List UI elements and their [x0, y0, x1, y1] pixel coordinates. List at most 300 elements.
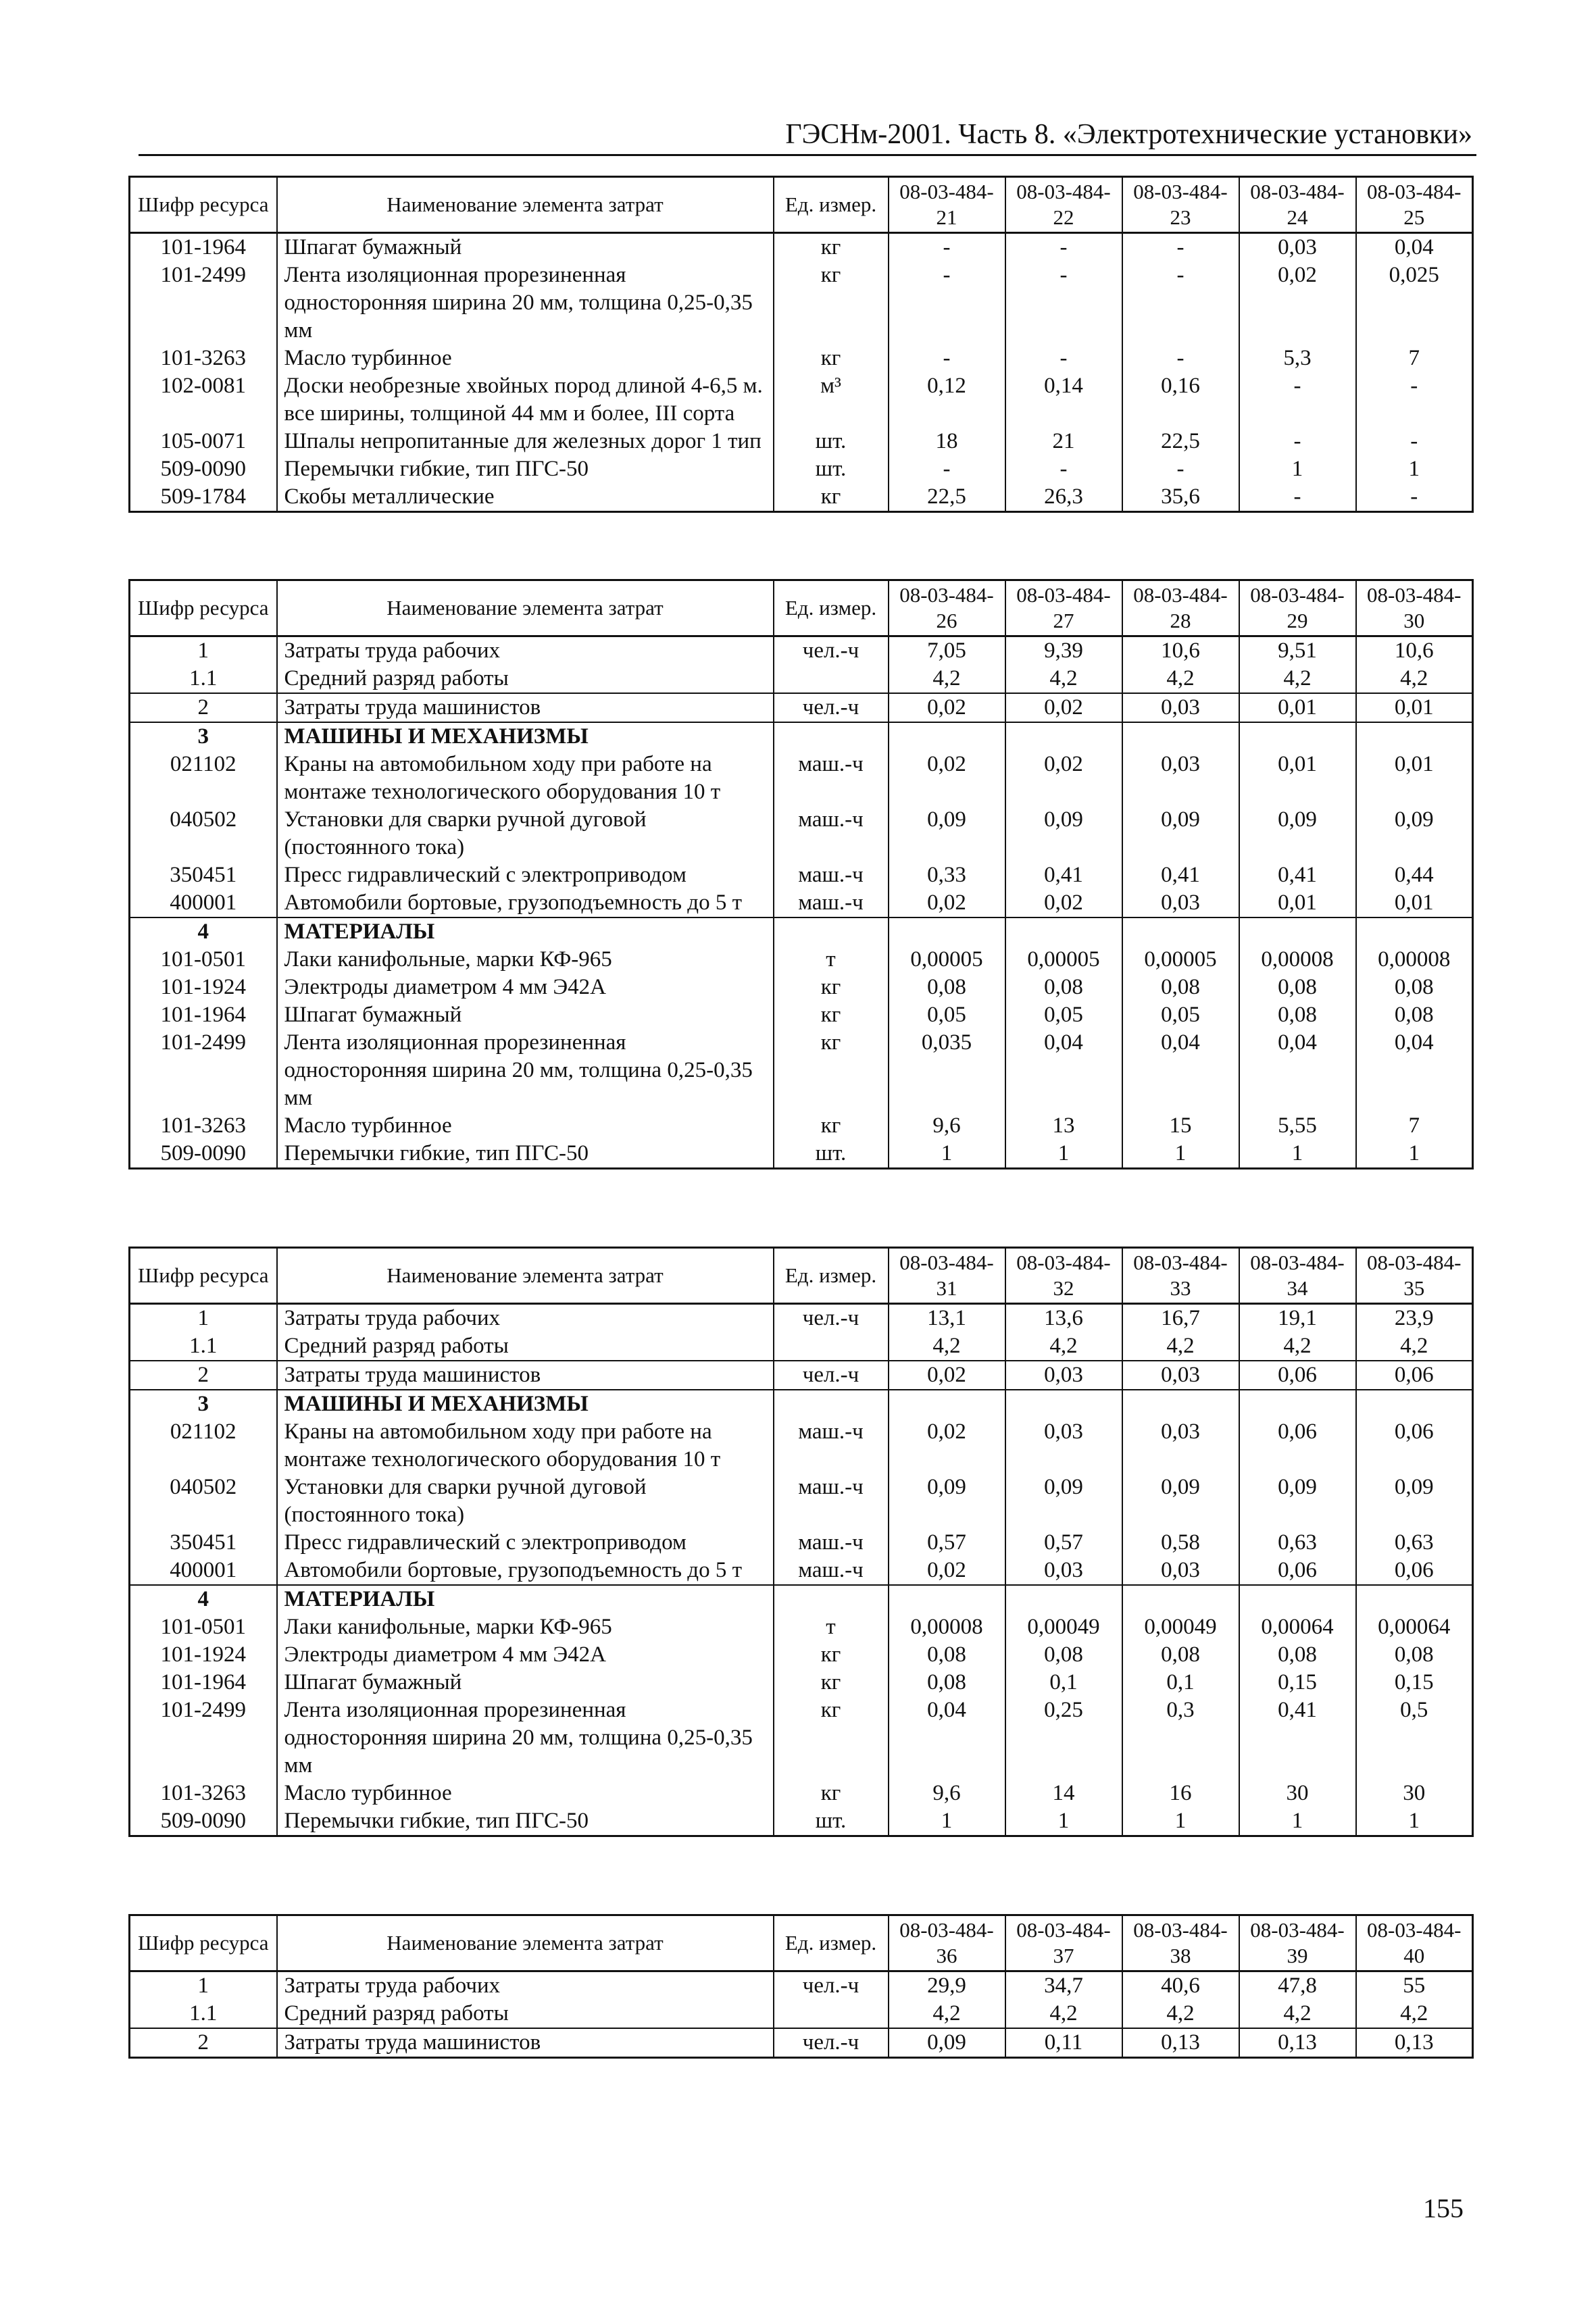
norm-value: 0,01 [1239, 889, 1356, 917]
norm-value [1356, 1390, 1473, 1418]
col-header-norm-code: 08-03-484-24 [1239, 177, 1356, 233]
resource-name: Перемычки гибкие, тип ПГС-50 [277, 1807, 774, 1836]
norm-value: 15 [1122, 1112, 1239, 1140]
norm-value: 10,6 [1122, 636, 1239, 665]
resource-code: 1.1 [130, 1332, 277, 1361]
resource-unit: чел.-ч [774, 693, 889, 722]
norm-value: 0,1 [1122, 1669, 1239, 1696]
table-row [130, 665, 1473, 693]
norm-value: 0,00049 [1005, 1613, 1122, 1641]
norm-value: 13 [1005, 1112, 1122, 1140]
norm-value: 9,6 [889, 1112, 1005, 1140]
norm-value: 0,03 [1122, 693, 1239, 722]
col-header-norm-code: 08-03-484-33 [1122, 1248, 1239, 1304]
norm-value: 0,08 [1394, 975, 1434, 999]
resource-name: Перемычки гибкие, тип ПГС-50 [277, 1140, 774, 1169]
resource-unit: чел.-ч [774, 1304, 889, 1333]
resource-code: 350451 [130, 861, 277, 889]
resource-unit: чел.-ч [774, 1361, 889, 1390]
norm-value: 22,5 [1122, 428, 1239, 455]
norm-value [889, 917, 1005, 946]
norm-value [1122, 1585, 1239, 1613]
resource-code: 101-2499 [130, 1029, 277, 1112]
resource-code: 509-1784 [130, 483, 277, 512]
table-row [130, 1140, 1473, 1169]
col-header-code: Шифр ресурса [130, 177, 277, 233]
norm-value: 4,2 [1400, 2001, 1428, 2026]
resource-name: Средний разряд работы [277, 2000, 774, 2028]
norm-value: 1 [1408, 1809, 1420, 1833]
table-row [130, 1112, 1473, 1140]
table-row [130, 636, 1473, 665]
norm-value: 0,12 [889, 372, 1005, 428]
norm-value: 0,09 [889, 2028, 1005, 2058]
norm-value [1005, 1390, 1122, 1418]
col-header-norm-code: 08-03-484-37 [1005, 1915, 1122, 1971]
col-header-name: Наименование элемента затрат [277, 580, 774, 636]
norm-value: 0,13 [1356, 2028, 1473, 2058]
resource-unit [774, 2000, 889, 2028]
norm-value: 4,2 [1400, 666, 1428, 690]
norm-value: - [889, 455, 1005, 483]
norm-value: 0,44 [1394, 863, 1434, 887]
norm-value: 0,08 [1122, 1641, 1239, 1669]
norm-value [1239, 1390, 1356, 1418]
resource-code: 040502 [130, 806, 277, 861]
col-header-code: Шифр ресурса [130, 580, 277, 636]
norm-value: 0,09 [1239, 806, 1356, 861]
norm-value: 0,05 [1122, 1001, 1239, 1029]
table-row [130, 1971, 1473, 2001]
norm-value: 1 [1239, 1140, 1356, 1169]
norm-value: 4,2 [1122, 2000, 1239, 2028]
norm-value: 0,02 [889, 1361, 1005, 1390]
norm-value: 21 [1005, 428, 1122, 455]
norm-value: - [1239, 428, 1356, 455]
norm-value [1122, 917, 1239, 946]
norm-value: 0,08 [1239, 1001, 1356, 1029]
norm-value: 29,9 [889, 1971, 1005, 2001]
norm-value [1356, 1585, 1473, 1613]
norm-value: 0,05 [889, 1001, 1005, 1029]
norm-value: 4,2 [1239, 665, 1356, 693]
norm-value: 0,03 [1122, 1361, 1239, 1390]
resource-code: 101-1964 [130, 1669, 277, 1696]
resource-code: 1 [130, 1304, 277, 1333]
norm-value: 4,2 [1239, 2000, 1356, 2028]
norm-value: 26,3 [1005, 483, 1122, 512]
norm-value: 0,035 [889, 1029, 1005, 1112]
col-header-norm-code: 08-03-484-28 [1122, 580, 1239, 636]
resource-code: 101-2499 [130, 1696, 277, 1780]
resource-unit: м³ [774, 372, 889, 428]
resource-unit: кг [774, 1669, 889, 1696]
norm-value: - [1410, 484, 1418, 509]
norm-value: 1 [1408, 457, 1420, 481]
norm-value: 0,04 [1394, 1030, 1434, 1055]
resource-code: 101-1964 [130, 1001, 277, 1029]
table-row [130, 1613, 1473, 1641]
norm-value: 0,08 [1239, 1641, 1356, 1669]
table-header-row [130, 1248, 1473, 1304]
norm-value: 16 [1122, 1780, 1239, 1807]
norm-value: 1 [1239, 1807, 1356, 1836]
resource-unit: кг [774, 974, 889, 1001]
norm-value: 16,7 [1122, 1304, 1239, 1333]
resource-name: МАТЕРИАЛЫ [277, 1585, 774, 1613]
norm-value: 4,2 [889, 2000, 1005, 2028]
resource-unit: маш.-ч [774, 751, 889, 806]
table-row [130, 1529, 1473, 1557]
resource-code: 3 [130, 722, 277, 751]
norm-value: 0,41 [1239, 861, 1356, 889]
table-row [130, 233, 1473, 262]
norm-value: 13,6 [1005, 1304, 1122, 1333]
table-row [130, 946, 1473, 974]
resource-unit: шт. [774, 455, 889, 483]
norm-value: 0,03 [1122, 1557, 1239, 1585]
resource-code: 102-0081 [130, 372, 277, 428]
table-row [130, 1361, 1473, 1390]
table-row [130, 1029, 1473, 1112]
resource-name: Лаки канифольные, марки КФ-965 [277, 1613, 774, 1641]
norm-value: 0,03 [1005, 1557, 1122, 1585]
norm-value: 22,5 [889, 483, 1005, 512]
table-row [130, 1304, 1473, 1333]
norm-value: 0,16 [1122, 372, 1239, 428]
resource-unit: шт. [774, 1140, 889, 1169]
resource-code: 1.1 [130, 665, 277, 693]
norm-value: 0,025 [1389, 263, 1439, 287]
norm-value: 0,41 [1122, 861, 1239, 889]
resource-code: 3 [130, 1390, 277, 1418]
resource-code: 101-2499 [130, 261, 277, 345]
resource-name: Пресс гидравлический с электроприводом [277, 861, 774, 889]
page-number: 155 [1423, 2193, 1464, 2223]
resource-code: 040502 [130, 1474, 277, 1529]
table-row [130, 889, 1473, 917]
norm-value [1239, 1585, 1356, 1613]
norm-value: 4,2 [889, 1332, 1005, 1361]
resource-code: 2 [130, 2028, 277, 2058]
norm-value [1005, 1585, 1122, 1613]
norm-value: - [1239, 483, 1356, 512]
norm-value: 18 [889, 428, 1005, 455]
resource-table-1 [128, 176, 1474, 513]
resource-unit [774, 665, 889, 693]
norm-value: 0,08 [889, 1641, 1005, 1669]
resource-unit: кг [774, 483, 889, 512]
norm-value: 0,04 [1005, 1029, 1122, 1112]
norm-value: - [1005, 455, 1122, 483]
resource-name: МАШИНЫ И МЕХАНИЗМЫ [277, 1390, 774, 1418]
running-header [139, 115, 1476, 156]
resource-name: Лаки канифольные, марки КФ-965 [277, 946, 774, 974]
norm-value: 0,04 [1394, 235, 1434, 259]
norm-value: 47,8 [1239, 1971, 1356, 2001]
resource-name: Затраты труда рабочих [277, 636, 774, 665]
col-header-norm-code: 08-03-484-21 [889, 177, 1005, 233]
resource-code: 2 [130, 693, 277, 722]
resource-table-4 [128, 1914, 1474, 2059]
norm-value: 9,39 [1005, 636, 1122, 665]
norm-value: 1 [1005, 1140, 1122, 1169]
norm-value: 30 [1403, 1781, 1426, 1805]
table-row [130, 372, 1473, 428]
norm-value: 1 [889, 1140, 1005, 1169]
resource-unit: т [774, 1613, 889, 1641]
table-row [130, 2000, 1473, 2028]
norm-value: - [1122, 233, 1239, 262]
table-row [130, 1696, 1473, 1780]
resource-unit: маш.-ч [774, 806, 889, 861]
norm-value: 0,41 [1005, 861, 1122, 889]
resource-code: 101-3263 [130, 345, 277, 372]
resource-unit: кг [774, 1029, 889, 1112]
norm-value [1356, 722, 1473, 751]
resource-unit: чел.-ч [774, 636, 889, 665]
norm-value: 7 [1408, 346, 1420, 370]
norm-value: 1 [1239, 455, 1356, 483]
resource-unit [774, 1390, 889, 1418]
resource-code: 021102 [130, 1418, 277, 1474]
norm-value: 0,00005 [1005, 946, 1122, 974]
resource-code: 1.1 [130, 2000, 277, 2028]
norm-value: 7 [1408, 1113, 1420, 1138]
resource-name: Затраты труда рабочих [277, 1971, 774, 2001]
col-header-unit: Ед. измер. [774, 580, 889, 636]
resource-name: Скобы металлические [277, 483, 774, 512]
resource-unit: кг [774, 1001, 889, 1029]
resource-code: 509-0090 [130, 1140, 277, 1169]
table-row [130, 1001, 1473, 1029]
col-header-name: Наименование элемента затрат [277, 1915, 774, 1971]
norm-value [1005, 722, 1122, 751]
norm-value: 35,6 [1122, 483, 1239, 512]
table-row [130, 722, 1473, 751]
norm-value [1239, 722, 1356, 751]
resource-unit: маш.-ч [774, 861, 889, 889]
norm-value [1122, 722, 1239, 751]
norm-value: 0,06 [1239, 1418, 1356, 1474]
col-header-norm-code: 08-03-484-25 [1356, 177, 1473, 233]
col-header-norm-code: 08-03-484-34 [1239, 1248, 1356, 1304]
resource-unit: кг [774, 345, 889, 372]
norm-value: 10,6 [1356, 636, 1473, 665]
resource-name: Шпагат бумажный [277, 233, 774, 262]
col-header-norm-code: 08-03-484-36 [889, 1915, 1005, 1971]
norm-value: 0,02 [889, 889, 1005, 917]
col-header-norm-code: 08-03-484-38 [1122, 1915, 1239, 1971]
norm-value: 40,6 [1122, 1971, 1239, 2001]
norm-value: 0,3 [1122, 1696, 1239, 1780]
resource-code: 101-0501 [130, 946, 277, 974]
norm-value: 0,09 [1005, 806, 1122, 861]
col-header-norm-code: 08-03-484-31 [889, 1248, 1005, 1304]
table-row [130, 1780, 1473, 1807]
norm-value: 0,08 [1122, 974, 1239, 1001]
norm-value: 0,15 [1239, 1669, 1356, 1696]
resource-code: 400001 [130, 1557, 277, 1585]
norm-value [889, 1390, 1005, 1418]
resource-code: 509-0090 [130, 455, 277, 483]
resource-unit: шт. [774, 1807, 889, 1836]
resource-name: Пресс гидравлический с электроприводом [277, 1529, 774, 1557]
resource-code: 4 [130, 917, 277, 946]
norm-value: 0,09 [1239, 1474, 1356, 1529]
resource-code: 400001 [130, 889, 277, 917]
col-header-name: Наименование элемента затрат [277, 1248, 774, 1304]
norm-value: 0,63 [1239, 1529, 1356, 1557]
resource-name: МАШИНЫ И МЕХАНИЗМЫ [277, 722, 774, 751]
norm-value: 1 [1122, 1807, 1239, 1836]
resource-unit: кг [774, 1696, 889, 1780]
resource-name: Шпагат бумажный [277, 1669, 774, 1696]
norm-value: 1 [1408, 1141, 1420, 1165]
resource-name: Шпагат бумажный [277, 1001, 774, 1029]
col-header-norm-code: 08-03-484-29 [1239, 580, 1356, 636]
norm-value: 0,01 [1239, 751, 1356, 806]
norm-value: 4,2 [1005, 2000, 1122, 2028]
norm-value: 0,04 [889, 1696, 1005, 1780]
norm-value: 0,04 [1122, 1029, 1239, 1112]
norm-value: 0,11 [1005, 2028, 1122, 2058]
norm-value: 0,13 [1239, 2028, 1356, 2058]
resource-unit: маш.-ч [774, 1418, 889, 1474]
norm-value [1239, 917, 1356, 946]
resource-code: 105-0071 [130, 428, 277, 455]
table-row [130, 1332, 1473, 1361]
resource-unit: кг [774, 1780, 889, 1807]
norm-value: 0,08 [1394, 1003, 1434, 1027]
norm-value: 0,09 [1394, 1475, 1434, 1499]
running-header-text: ГЭСНм-2001. Часть 8. «Электротехнические установки» [785, 119, 1472, 150]
table-row [130, 974, 1473, 1001]
resource-name: Затраты труда машинистов [277, 1361, 774, 1390]
norm-value: 0,08 [889, 1669, 1005, 1696]
table-row [130, 1641, 1473, 1669]
col-header-norm-code: 08-03-484-27 [1005, 580, 1122, 636]
col-header-norm-code: 08-03-484-22 [1005, 177, 1122, 233]
table-row [130, 1474, 1473, 1529]
resource-table-3 [128, 1247, 1474, 1837]
norm-value: 0,00049 [1122, 1613, 1239, 1641]
norm-value: 0,08 [1005, 1641, 1122, 1669]
norm-value: 0,02 [889, 693, 1005, 722]
norm-value: - [889, 233, 1005, 262]
norm-value: 0,15 [1394, 1670, 1434, 1694]
resource-unit: чел.-ч [774, 2028, 889, 2058]
norm-value: - [1410, 374, 1418, 398]
resource-table-2 [128, 579, 1474, 1169]
norm-value: - [1005, 345, 1122, 372]
resource-name: Масло турбинное [277, 1112, 774, 1140]
norm-value: - [1005, 261, 1122, 345]
norm-value: 0,08 [1239, 974, 1356, 1001]
norm-value: 0,00005 [889, 946, 1005, 974]
norm-value: 0,03 [1005, 1418, 1122, 1474]
norm-value: 0,00008 [1239, 946, 1356, 974]
norm-value: 0,03 [1122, 751, 1239, 806]
table-row [130, 693, 1473, 722]
norm-value: 0,09 [1122, 806, 1239, 861]
resource-name: Установки для сварки ручной дуговой (постоянного тока) [277, 806, 774, 861]
norm-value: 0,33 [889, 861, 1005, 889]
norm-value: 4,2 [1239, 1332, 1356, 1361]
col-header-code: Шифр ресурса [130, 1915, 277, 1971]
norm-value: 0,00064 [1239, 1613, 1356, 1641]
norm-value: 0,08 [889, 974, 1005, 1001]
norm-value [889, 722, 1005, 751]
norm-value: 1 [1122, 1140, 1239, 1169]
norm-value: 0,02 [889, 1418, 1005, 1474]
resource-name: Установки для сварки ручной дуговой (постоянного тока) [277, 1474, 774, 1529]
resource-unit [774, 1332, 889, 1361]
norm-value: - [1410, 429, 1418, 453]
col-header-norm-code: 08-03-484-35 [1356, 1248, 1473, 1304]
norm-value: 0,00008 [889, 1613, 1005, 1641]
resource-unit: кг [774, 261, 889, 345]
norm-value: 30 [1239, 1780, 1356, 1807]
norm-value: 0,02 [1005, 889, 1122, 917]
table-row [130, 806, 1473, 861]
norm-value: 0,41 [1239, 1696, 1356, 1780]
norm-value: 9,51 [1239, 636, 1356, 665]
norm-value: 0,00008 [1378, 947, 1451, 972]
resource-code: 101-3263 [130, 1112, 277, 1140]
resource-unit: маш.-ч [774, 889, 889, 917]
norm-value: 0,08 [1394, 1642, 1434, 1667]
norm-value: 9,6 [889, 1780, 1005, 1807]
table-row [130, 428, 1473, 455]
resource-code: 101-1964 [130, 233, 277, 262]
norm-value: - [889, 345, 1005, 372]
resource-code: 101-0501 [130, 1613, 277, 1641]
resource-name: Затраты труда машинистов [277, 2028, 774, 2058]
col-header-norm-code: 08-03-484-40 [1356, 1915, 1473, 1971]
resource-name: Шпалы непропитанные для железных дорог 1 тип [277, 428, 774, 455]
table-header-row [130, 1915, 1473, 1971]
resource-unit: маш.-ч [774, 1529, 889, 1557]
resource-code: 2 [130, 1361, 277, 1390]
resource-code: 101-1924 [130, 1641, 277, 1669]
resource-code: 4 [130, 1585, 277, 1613]
norm-value: 0,02 [889, 751, 1005, 806]
resource-name: Краны на автомобильном ходу при работе на монтаже технологического оборудования 10 т [277, 751, 774, 806]
table-row [130, 483, 1473, 512]
norm-value: 0,03 [1122, 889, 1239, 917]
norm-value: 0,1 [1005, 1669, 1122, 1696]
resource-code: 101-3263 [130, 1780, 277, 1807]
norm-value: 0,09 [889, 1474, 1005, 1529]
norm-value: 0,09 [1122, 1474, 1239, 1529]
resource-unit: шт. [774, 428, 889, 455]
col-header-unit: Ед. измер. [774, 1915, 889, 1971]
resource-name: Средний разряд работы [277, 665, 774, 693]
norm-value: - [1005, 233, 1122, 262]
norm-value: 1 [1005, 1807, 1122, 1836]
norm-value: 0,02 [889, 1557, 1005, 1585]
resource-name: Перемычки гибкие, тип ПГС-50 [277, 455, 774, 483]
col-header-norm-code: 08-03-484-32 [1005, 1248, 1122, 1304]
resource-name: Электроды диаметром 4 мм Э42А [277, 1641, 774, 1669]
resource-code: 1 [130, 636, 277, 665]
resource-name: Автомобили бортовые, грузоподъемность до 5 т [277, 1557, 774, 1585]
resource-unit: чел.-ч [774, 1971, 889, 2001]
norm-value: 0,13 [1122, 2028, 1239, 2058]
norm-value: 0,04 [1239, 1029, 1356, 1112]
col-header-name: Наименование элемента затрат [277, 177, 774, 233]
